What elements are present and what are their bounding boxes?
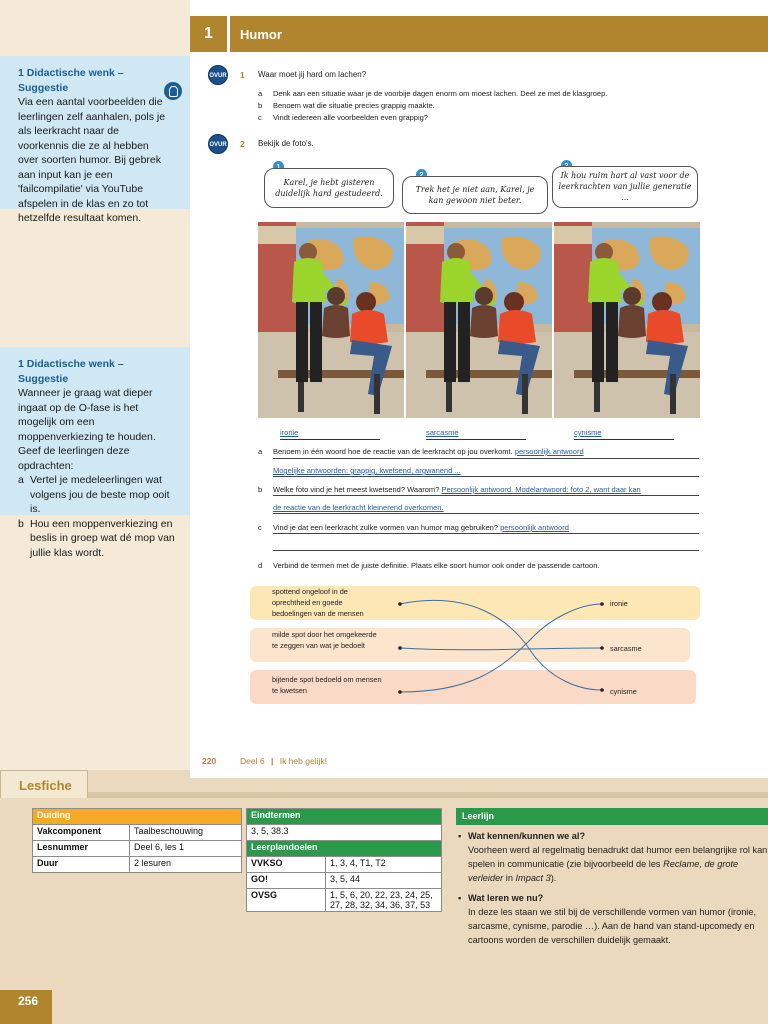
chapter-header: [190, 16, 768, 52]
answer-line: [273, 458, 699, 459]
classroom-photo-2: [406, 222, 552, 418]
chapter-number: 1: [190, 16, 230, 52]
sub-question: c Vindt iedereen alle voorbeelden even grappig?: [258, 113, 428, 122]
answer-line: [273, 513, 699, 514]
classroom-photo-3: [554, 222, 700, 418]
didactic-tip-2: [0, 347, 190, 559]
sub-question: b Welke foto vind je het meest kwetsend? Waarom? Persoonlijk antwoord. Modelantwoord: foto 2, want daar kan: [258, 485, 641, 494]
table-row: Duur 2 lesuren: [33, 857, 242, 873]
leerlijn-block: ▪ Wat leren we nu? In deze les staan we stil bij de verschillende vormen van humor (ironie, sarcasme, cynisme, parodie …). Aan de hand van stand-upcomedy en cartoons worden de verschillen duidelijk gemaakt.: [458, 893, 757, 945]
model-answer: Mogelijke antwoorden: grappig, kwetsend, argwanend ...: [273, 466, 461, 475]
table-row: Vakcomponent Taalbeschouwing: [33, 825, 242, 841]
question-number: 2: [240, 139, 245, 149]
table-row: VVKSO 1, 3, 4, T1, T2: [247, 857, 442, 873]
definition-2: milde spot door het omgekeerde te zeggen van wat je bedoelt: [272, 630, 377, 650]
table-header: Leerplandoelen: [247, 841, 442, 857]
duiding-table: [32, 808, 242, 873]
eindtermen-table: [246, 808, 442, 912]
leerlijn-header: Leerlijn: [456, 808, 768, 825]
link-icon[interactable]: [164, 82, 182, 100]
sub-question: a Denk aan een situatie waar je de voorbije dagen enorm om moest lachen. Deel ze met de klasgroep.: [258, 89, 608, 98]
answer-line: [273, 495, 699, 496]
tip-title: 1 Didactische wenk – Suggestie: [18, 67, 124, 94]
ovur-badge: OVUR: [208, 65, 228, 85]
photo-answer-1: ironie: [280, 428, 380, 440]
table-header: Eindtermen: [247, 809, 442, 825]
speech-bubble: Trek het je niet aan, Karel, je kan gewoon niet beter.: [402, 176, 548, 214]
table-row: 3, 5, 38.3: [247, 825, 442, 841]
sub-question: a Benoem in één woord hoe de reactie van de leerkracht op jou overkomt. persoonlijk antwoord: [258, 447, 584, 456]
photo-answer-3: cynisme: [574, 428, 674, 440]
tip-intro: Wanneer je graag wat dieper ingaat op de O-fase is het mogelijk om een moppenverkiezing te houden. Geef de leerlingen deze opdrachten:: [18, 387, 156, 472]
definition-3: bijtende spot bedoeld om mensen te kwetsen: [272, 675, 382, 695]
tip-body: Via een aantal voorbeelden die leerlingen zelf aanhalen, pols je als leerkracht naar de voorkennis die ze al hebben over soorten humor. Bij gebrek aan input kan je een 'failcompilatie' via YouTube afspelen in de klas en zo tot hetzelfde resultaat komen.: [18, 96, 166, 224]
tip-list: [18, 473, 176, 560]
answer-line: [273, 533, 699, 534]
lesfiche-tab: Lesfiche: [0, 770, 88, 798]
question-text: Waar moet jij hard om lachen?: [258, 70, 367, 79]
workbook-page: [190, 0, 768, 778]
table-row: Lesnummer Deel 6, les 1: [33, 841, 242, 857]
footer-title: Deel 6 | Ik heb gelijk!: [240, 756, 327, 766]
lesfiche-divider: [88, 792, 768, 798]
footer-page-number: 220: [202, 756, 217, 766]
chapter-title: Humor: [240, 27, 282, 42]
definition-1: spottend ongeloof in de oprechtheid en goede bedoelingen van de mensen: [272, 587, 364, 618]
leerlijn-block: ▪ Wat kennen/kunnen we al? Voorheen werd al regelmatig benadrukt dat humor een belangrijke rol kan spelen in communicatie (zie bijvoorbeeld de les Reclame, de grote verleider in Impact 3).: [458, 831, 768, 883]
page-number: 256: [0, 990, 52, 1024]
sub-question: d Verbind de termen met de juiste definitie. Plaats elke soort humor ook onder de passende cartoon.: [258, 561, 600, 570]
speech-bubble: Karel, je hebt gisteren duidelijk hard gestudeerd.: [264, 168, 394, 208]
term-1: ironie: [610, 599, 628, 608]
ovur-badge: OVUR: [208, 134, 228, 154]
leerlijn-panel: [456, 808, 768, 947]
photo-answer-2: sarcasme: [426, 428, 526, 440]
tip-title: 1 Didactische wenk – Suggestie: [18, 358, 124, 385]
didactic-tip-1: [0, 56, 190, 224]
question-text: Bekijk de foto's.: [258, 139, 314, 148]
answer-line: [273, 550, 699, 551]
table-row: GO! 3, 5, 44: [247, 873, 442, 889]
sub-question: c Vind je dat een leerkracht zulke vormen van humor mag gebruiken? persoonlijk antwoord: [258, 523, 569, 532]
model-answer: de reactie van de leerkracht kleinerend overkomen.: [273, 503, 444, 512]
list-item: a Vertel je medeleerlingen wat volgens jou de beste mop ooit is.: [18, 474, 170, 515]
matching-exercise: [250, 580, 700, 708]
answer-line: [273, 476, 699, 477]
sub-question: b Benoem wat die situatie precies grappig maakte.: [258, 101, 435, 110]
question-number: 1: [240, 70, 245, 80]
classroom-photo-1: [258, 222, 404, 418]
speech-bubble: Ik hou ruim hart al vast voor de leerkrachten van jullie generatie ...: [552, 166, 698, 208]
term-2: sarcasme: [610, 644, 642, 653]
list-item: b Hou een moppenverkiezing en beslis in groep wat dé mop van jullie klas wordt.: [18, 517, 175, 559]
table-row: OVSG 1, 5, 6, 20, 22, 23, 24, 25, 27, 28, 32, 34, 36, 37, 53: [247, 889, 442, 912]
term-3: cynisme: [610, 687, 637, 696]
table-header: Duiding: [33, 809, 242, 825]
